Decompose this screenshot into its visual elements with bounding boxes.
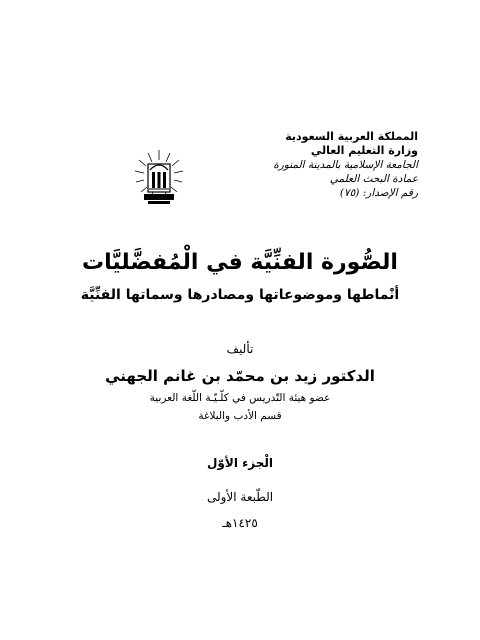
publication-year: ١٤٢٥هـ [222,516,258,530]
authored-by-label: تأليف [226,342,254,356]
publication-number: رقم الإصدار: (٧٥) [339,187,418,199]
book-title: الصُّورة الفنِّيَّة في الْمُفضَّليَّات [82,250,398,275]
author-role: عضو هيئة التّدريس في كلّـيّـة اللّغة العربية [149,392,331,404]
book-subtitle: أنْماطها وموضوعاتها ومصادرها وسماتها الفنِّيَّة [80,287,400,303]
institution-header [228,130,418,200]
volume-label: الْجزء الأوّل [207,456,273,470]
author-department: قسم الأدب والبلاغة [198,410,282,422]
country-name: المملكة العربية السعودية [285,130,418,143]
university-seal-icon [134,148,184,206]
deanship-name: عمادة البحث العلمي [329,173,418,185]
university-name: الجامعة الإسلامية بالمدينة المنورة [273,159,418,171]
author-name: الدكتور زيد بن محمّد بن غانم الجهني [105,367,375,385]
edition-label: الطّبعة الأولى [206,490,274,504]
ministry-name: وزارة التعليم العالي [310,144,418,157]
